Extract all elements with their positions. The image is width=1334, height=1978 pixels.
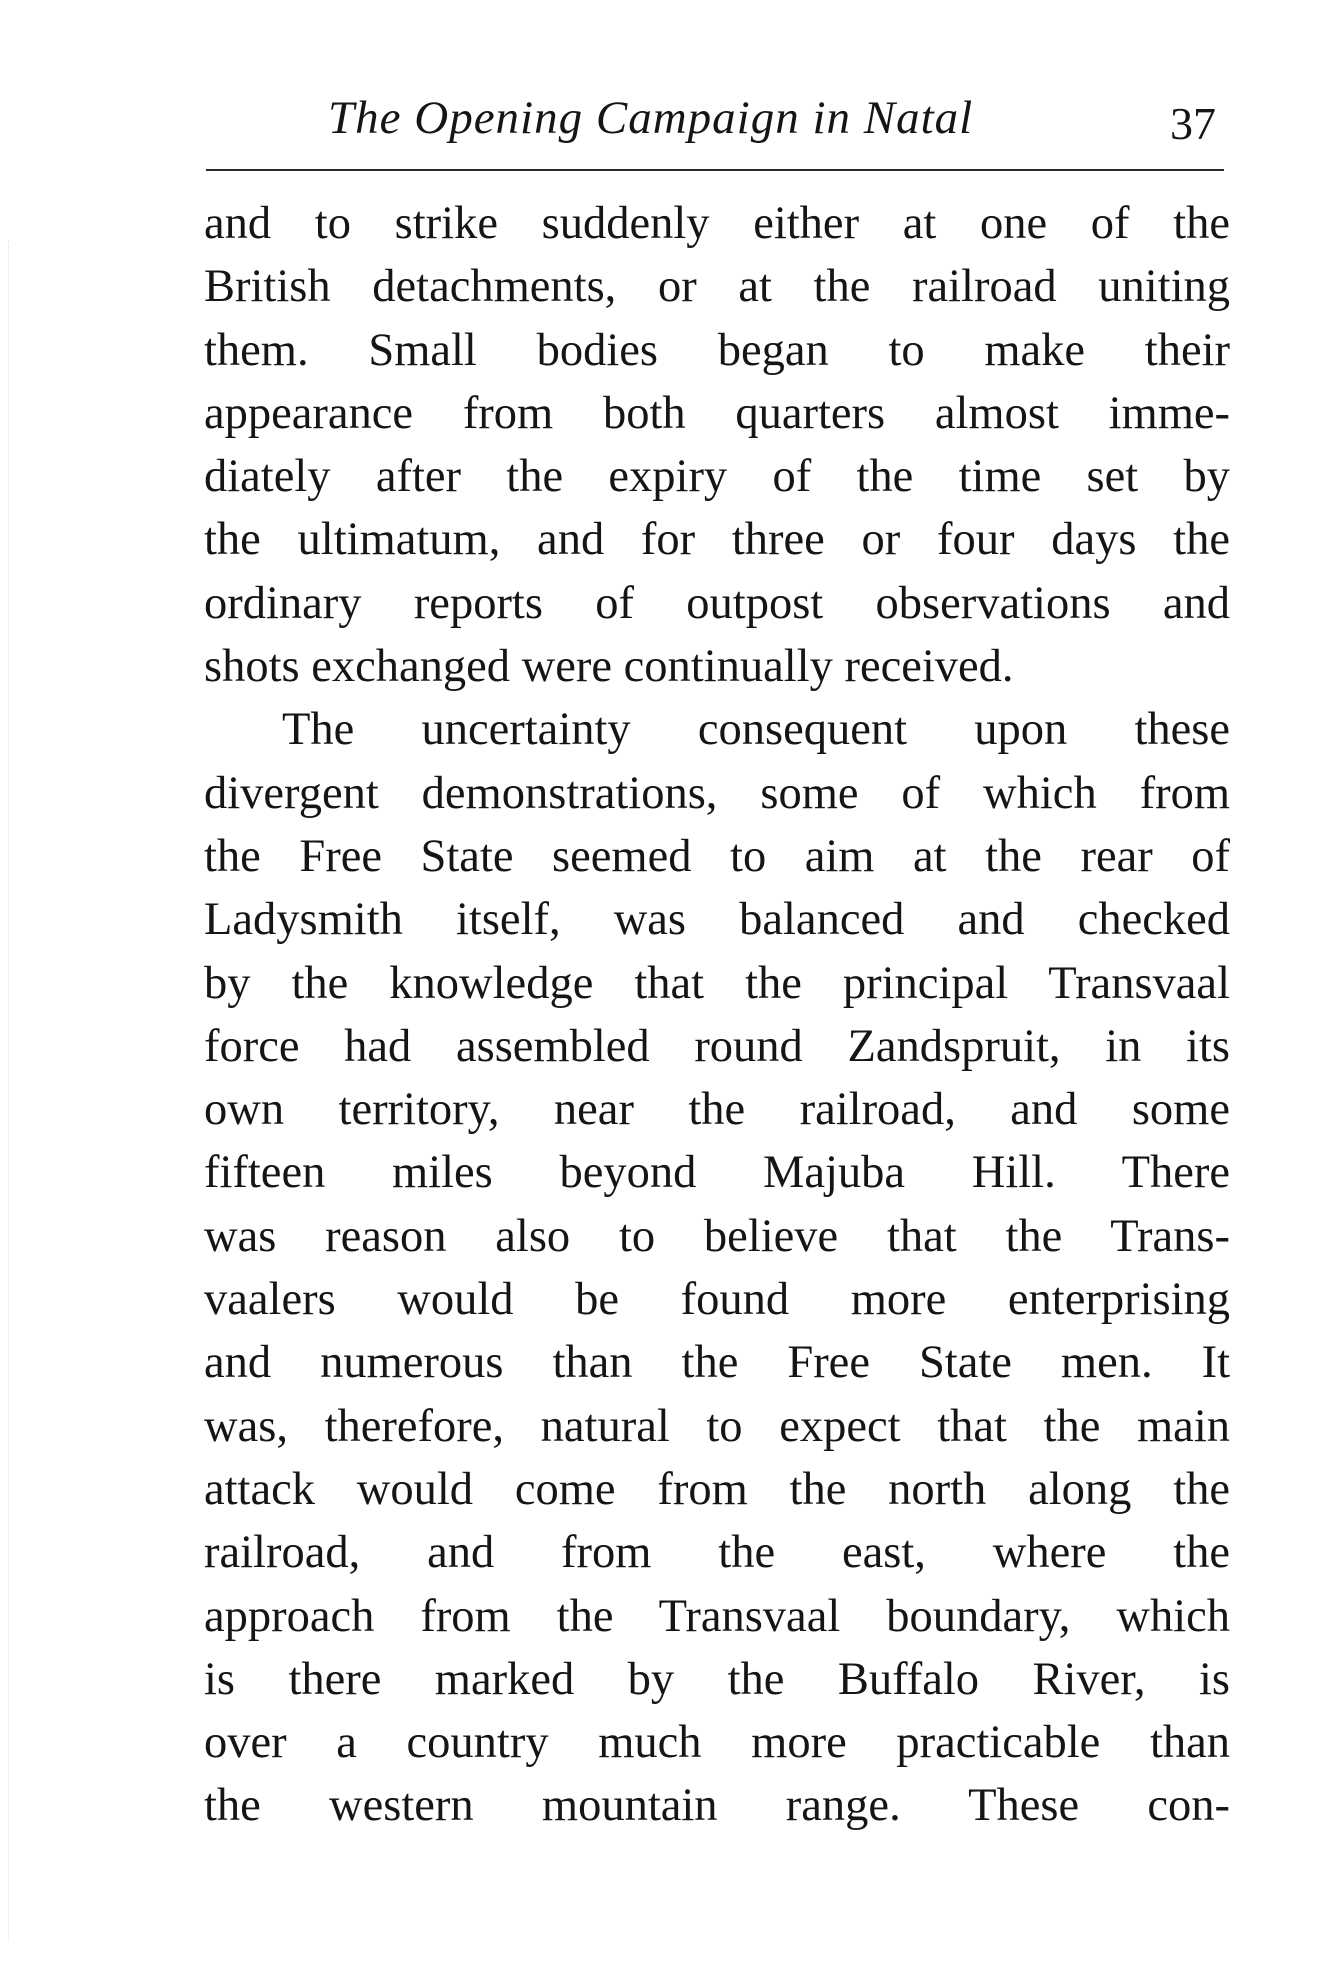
text-line: ordinary reports of outpost observations and — [204, 577, 1230, 629]
text-line: shots exchanged were continually received. — [204, 641, 1014, 693]
paragraph-1 — [204, 192, 1230, 698]
text-line: railroad, and from the east, where the — [204, 1527, 1230, 1579]
text-line: The uncertainty consequent upon these — [282, 704, 1230, 756]
text-line: attack would come from the north along the — [204, 1463, 1230, 1515]
text-line: Ladysmith itself, was balanced and checked — [204, 894, 1230, 946]
text-line: and numerous than the Free State men. It — [204, 1337, 1230, 1389]
text-line: over a country much more practicable than — [204, 1717, 1230, 1769]
running-title: The Opening Campaign in Natal — [328, 92, 974, 144]
text-line: them. Small bodies began to make their — [204, 324, 1230, 376]
text-line: the ultimatum, and for three or four days the — [204, 514, 1230, 566]
page-header — [206, 88, 1224, 168]
text-line: was reason also to believe that the Trans- — [204, 1210, 1230, 1262]
body-text — [204, 192, 1230, 1838]
text-line: vaalers would be found more enterprising — [204, 1274, 1230, 1326]
text-line: the western mountain range. These con- — [204, 1780, 1230, 1832]
text-line: the Free State seemed to aim at the rear of — [204, 830, 1230, 882]
text-line: fifteen miles beyond Majuba Hill. There — [204, 1147, 1230, 1199]
text-line: was, therefore, natural to expect that the main — [204, 1400, 1230, 1452]
text-line: diately after the expiry of the time set by — [204, 451, 1230, 503]
text-line: approach from the Transvaal boundary, which — [204, 1590, 1230, 1642]
header-rule — [206, 169, 1224, 171]
text-line: British detachments, or at the railroad uniting — [204, 261, 1230, 313]
text-line: and to strike suddenly either at one of the — [204, 198, 1230, 249]
text-line: force had assembled round Zandspruit, in its — [204, 1020, 1230, 1072]
text-line: is there marked by the Buffalo River, is — [204, 1653, 1230, 1705]
paragraph-2 — [204, 698, 1230, 1837]
text-line: appearance from both quarters almost imme- — [204, 387, 1230, 439]
page-number: 37 — [1170, 98, 1216, 149]
text-line: divergent demonstrations, some of which from — [204, 767, 1230, 819]
scan-margin-specks — [8, 240, 31, 1940]
text-line: own territory, near the railroad, and some — [204, 1084, 1230, 1136]
text-line: by the knowledge that the principal Transvaal — [204, 957, 1230, 1009]
